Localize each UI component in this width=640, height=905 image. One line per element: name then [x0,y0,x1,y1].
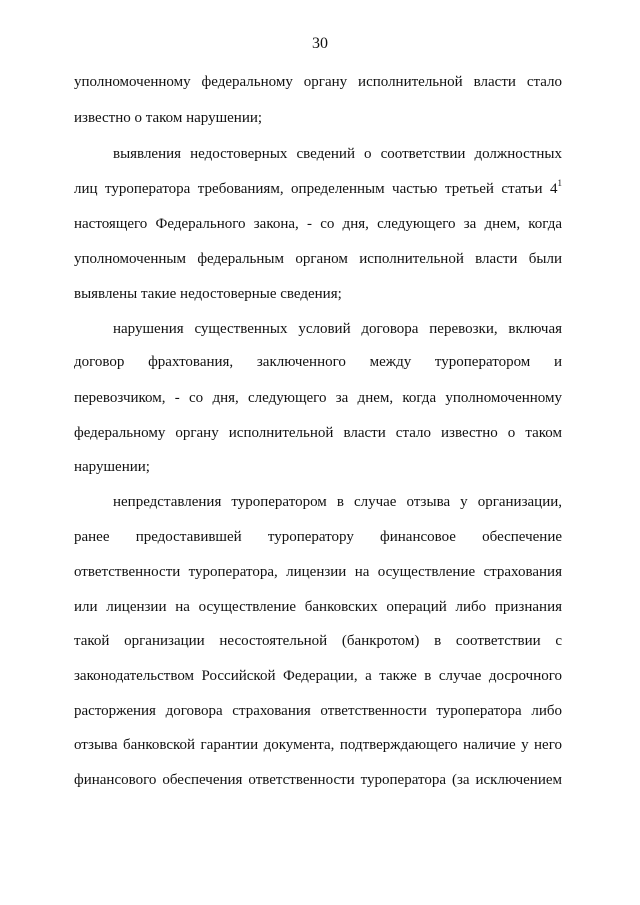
text-line [74,666,562,686]
text-line [74,284,562,304]
text-line-content: отзыва банковской гарантии документа, подтверждающего наличие у него [74,737,562,753]
text-line-content: финансового обеспечения ответственности туроператора (за исключением [74,772,562,788]
text-line [74,108,562,128]
text-line-content: федеральному органу исполнительной власти стало известно о таком [74,425,562,441]
superscript: 1 [557,178,562,188]
text-line [74,249,562,269]
text-line-content: выявления недостоверных сведений о соответствии должностных [113,146,562,162]
text-line-content: расторжения договора страхования ответственности туроператора либо [74,703,562,719]
text-line [74,72,562,92]
text-line-content: известно о таком нарушении; [74,110,263,126]
text-line [74,457,562,477]
text-line-content: нарушения существенных условий договора перевозки, включая [113,321,562,337]
text-line-content: ранее предоставившей туроператору финансовое обеспечение [74,529,562,545]
text-line [74,631,562,651]
text-line-content: лиц туроператора требованиям, определенным частью третьей статьи 4 [74,181,558,197]
text-line-content: уполномоченному федеральному органу исполнительной власти стало [74,74,562,90]
page-number: 30 [312,35,328,52]
text-line-content: непредставления туроператором в случае отзыва у организации, [113,494,562,510]
text-line-content: законодательством Российской Федерации, а также в случае досрочного [74,668,562,684]
text-line-content: нарушении; [74,459,150,475]
text-line [74,423,562,443]
text-line [113,319,562,339]
text-line [74,352,562,372]
text-line [74,388,562,408]
text-line-content: договор фрахтования, заключенного между туроператором и [74,354,562,370]
text-line-content: выявлены такие недостоверные сведения; [74,286,342,302]
text-line-content: настоящего Федерального закона, - со дня, следующего за днем, когда [74,216,562,232]
text-line [74,562,562,582]
text-line [74,527,562,547]
text-line-content: ответственности туроператора, лицензии на осуществление страхования [74,564,562,580]
text-line-content: уполномоченным федеральным органом исполнительной власти были [74,251,562,267]
text-line [74,597,562,617]
text-line [74,214,562,234]
text-line [74,735,562,755]
text-line [74,179,562,199]
text-line-content: такой организации несостоятельной (банкротом) в соответствии с [74,633,562,649]
text-line [74,770,562,790]
text-line-content: или лицензии на осуществление банковских операций либо признания [74,599,562,615]
text-line [74,701,562,721]
text-line [113,492,562,512]
text-line-content: перевозчиком, - со дня, следующего за днем, когда уполномоченному [74,390,562,406]
text-line [113,144,562,164]
